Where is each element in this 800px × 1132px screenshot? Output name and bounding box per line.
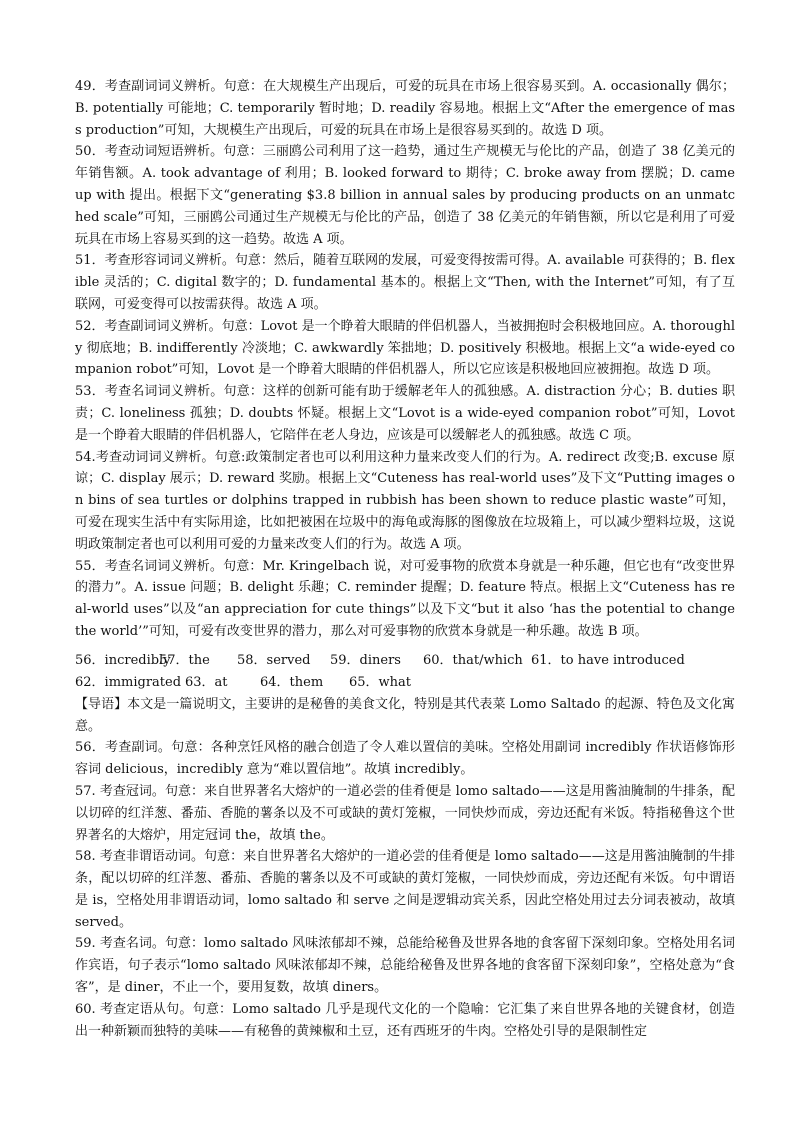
explanation-50: 50．考查动词短语辨析。句意：三丽鸥公司利用了这一趋势，通过生产规模无与伦比的产品，创造了 38 亿美元的年销售额。A. took advantage of 利用；B. looked forward to 期待；C. broke away from 摆脱；D. came up with 提出。根据下文“generating $3.8 billion in annual sales by producing products on an unmatched scale”可知，三丽鸥公司通过生产规模无与伦比的产品，创造了 38 亿美元的年销售额，所以它是利用了可爱玩具在市场上容易买到的这一趋势。故选 A 项。 [75,144,735,247]
explanation-51: 51．考查形容词词义辨析。句意：然后，随着互联网的发展，可爱变得按需可得。A. available 可获得的；B. flexible 灵活的；C. digital 数字的；D. fundamental 基本的。根据上文“Then, with the Internet”可知，有了互联网，可爱变得可以按需获得。故选 A 项。 [75,253,735,312]
answer-63: 63．at [185,674,228,690]
answer-61: 61．to have introduced [531,652,685,668]
answer-59: 59．diners [330,652,401,668]
answer-row [75,650,735,672]
answer-key [75,650,735,694]
vocabulary-explanations [75,76,735,643]
answer-65: 65．what [349,674,412,690]
grammar-explanations [75,694,735,1043]
document-page [75,76,735,1042]
answer-64: 64．them [260,674,324,690]
explanation-56: 56．考查副词。句意：各种烹饪风格的融合创造了令人难以置信的美味。空格处用副词 incredibly 作状语修饰形容词 delicious，incredibly 意为“难以置信地”。故填 incredibly。 [75,740,735,778]
explanation-60: 60. 考查定语从句。句意：Lomo saltado 几乎是现代文化的一个隐喻：它汇集了来自世界各地的关键食材，创造出一种新颖而独特的美味——有秘鲁的黄辣椒和土豆，还有西班牙的牛肉。空格处引导的是限制性定 [75,1001,735,1039]
explanation-59: 59. 考查名词。句意：lomo saltado 风味浓郁却不辣，总能给秘鲁及世界各地的食客留下深刻印象。空格处用名词作宾语，句子表示“lomo saltado 风味浓郁却不辣，总能给秘鲁及世界各地的食客留下深刻印象”，空格处意为“食客”，是 diner，不止一个，要用复数，故填 diners。 [75,936,735,996]
explanation-53: 53．考查名词词义辨析。句意：这样的创新可能有助于缓解老年人的孤独感。A. distraction 分心；B. duties 职责；C. loneliness 孤独；D. doubts 怀疑。根据上文“Lovot is a wide-eyed companion robot”可知，Lovot 是一个睁着大眼睛的伴侣机器人，它陪伴在老人身边，应该是可以缓解老人的孤独感。故选 C 项。 [75,384,735,443]
answer-58: 58．served [237,652,311,668]
explanation-49: 49．考查副词词义辨析。句意：在大规模生产出现后，可爱的玩具在市场上很容易买到。A. occasionally 偶尔；B. potentially 可能地；C. temporarily 暂时地；D. readily 容易地。根据上文“After the emergence of mass production”可知，大规模生产出现后，可爱的玩具在市场上是很容易买到的。故选 D 项。 [75,79,735,138]
answer-60: 60．that/which [423,652,523,668]
explanation-54: 54.考查动词词义辨析。句意:政策制定者也可以利用这种力量来改变人们的行为。A. redirect 改变;B. excuse 原谅；C. display 展示；D. reward 奖励。根据上文“Cuteness has real-world uses”及下文“Putting images on bins of sea turtles or dolphins trapped in rubbish has been shown to reduce plastic waste”可知，可爱在现实生活中有实际用途，比如把被困在垃圾中的海龟或海豚的图像放在垃圾箱上，可以减少塑料垃圾，这说明政策制定者也可以利用可爱的力量来改变人们的行为。故选 A 项。 [75,449,735,552]
answer-56: 56．incredibly [75,652,171,668]
answer-row [75,672,735,694]
explanation-52: 52．考查副词词义辨析。句意：Lovot 是一个睁着大眼睛的伴侣机器人，当被拥抱时会积极地回应。A. thoroughly 彻底地；B. indifferently 冷淡地；C. awkwardly 笨拙地；D. positively 积极地。根据上文“a wide-eyed companion robot”可知，Lovot 是一个睁着大眼睛的伴侣机器人，所以它应该是积极地回应被拥抱。故选 D 项。 [75,318,735,378]
explanation-58: 58. 考查非谓语动词。句意：来自世界著名大熔炉的一道必尝的佳肴便是 lomo saltado——这是用酱油腌制的牛排条，配以切碎的红洋葱、番茄、香脆的薯条以及不可或缺的黄灯笼椒，一同快炒而成，旁边还配有米饭。句中谓语是 is，空格处用非谓语动词，lomo saltado 和 serve 之间是逻辑动宾关系，因此空格处用过去分词表被动，故填 served。 [75,849,735,930]
guide-intro: 【导语】本文是一篇说明文，主要讲的是秘鲁的美食文化，特别是其代表菜 Lomo Saltado 的起源、特色及文化寓意。 [75,696,735,734]
answer-62: 62．immigrated [75,674,182,690]
explanation-55: 55．考查名词词义辨析。句意：Mr. Kringelbach 说，对可爱事物的欣赏本身就是一种乐趣，但它也有“改变世界的潜力”。A. issue 问题；B. delight 乐趣；C. reminder 提醒；D. feature 特点。根据上文“Cuteness has real-world uses”以及“an appreciation for cute things”以及下文“but it also ‘has the potential to change the world’”可知，可爱有改变世界的潜力，那么对可爱事物的欣赏本身就是一种乐趣。故选 B 项。 [75,558,735,639]
explanation-57: 57. 考查冠词。句意：来自世界著名大熔炉的一道必尝的佳肴便是 lomo saltado——这是用酱油腌制的牛排条，配以切碎的红洋葱、番茄、香脆的薯条以及不可或缺的黄灯笼椒，一同快炒而成，旁边还配有米饭。特指秘鲁这个世界著名的大熔炉，用定冠词 the，故填 the。 [75,783,735,843]
answer-57: 57．the [159,652,210,668]
